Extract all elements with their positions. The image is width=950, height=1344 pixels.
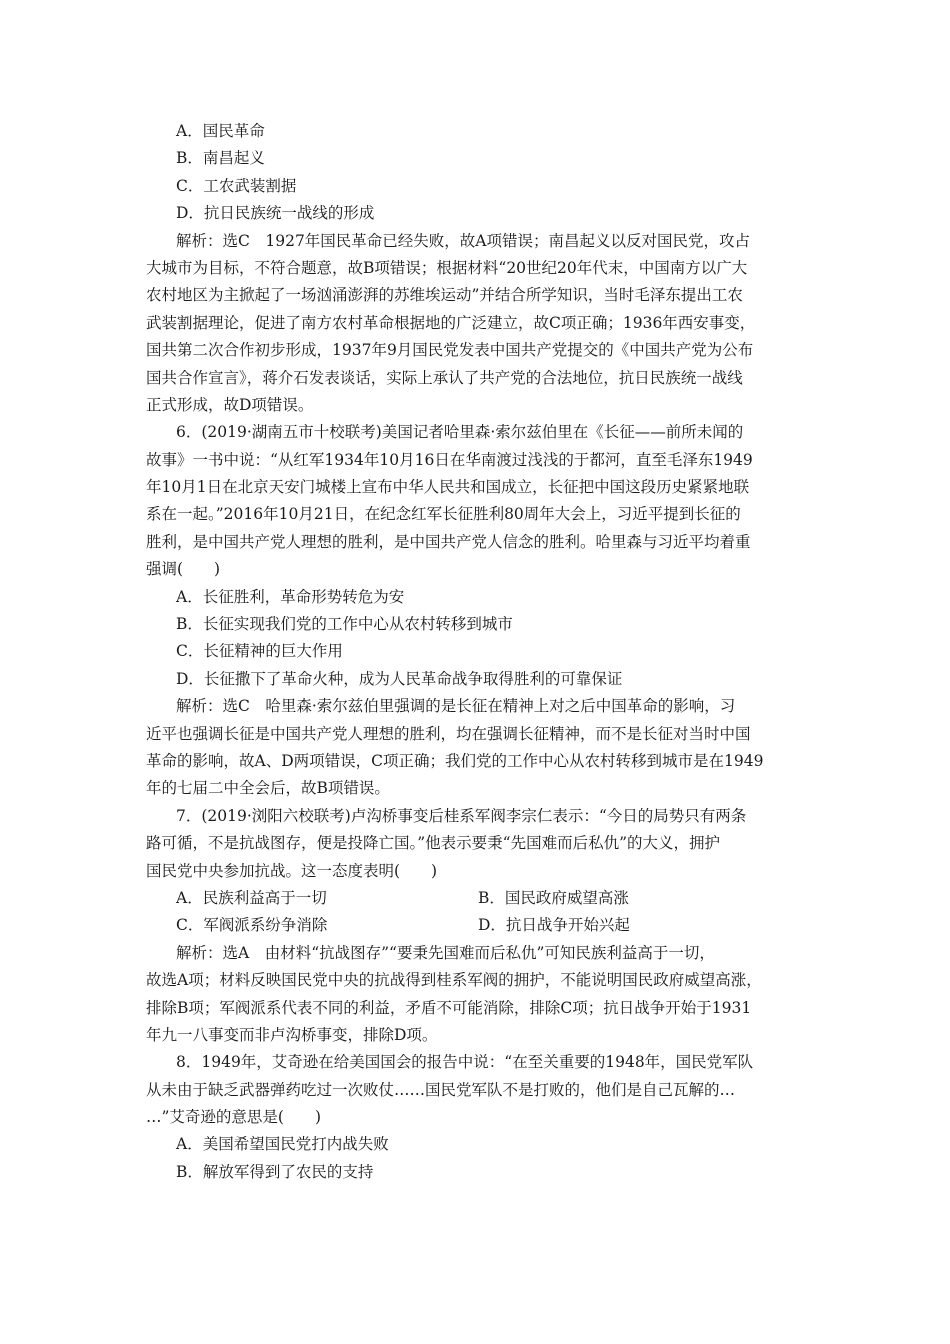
q6-stem-line: 强调( ) bbox=[146, 560, 221, 579]
q6-stem-line: 胜利，是中国共产党人理想的胜利，是中国共产党人信念的胜利。哈里森与习近平均着重 bbox=[146, 532, 751, 551]
q7-option-a: A．民族利益高于一切 bbox=[176, 888, 327, 907]
q6-option-a: A．长征胜利，革命形势转危为安 bbox=[176, 587, 405, 606]
q6-stem-line: 年10月1日在北京天安门城楼上宣布中华人民共和国成立，长征把中国这段历史紧紧地联 bbox=[146, 478, 750, 497]
q6-analysis-line: 解析：选C 哈里森·索尔兹伯里强调的是长征在精神上对之后中国革命的影响，习 bbox=[176, 697, 736, 716]
q5-analysis-line: 国共合作宣言》，蒋介石发表谈话，实际上承认了共产党的合法地位，抗日民族统一战线 bbox=[146, 368, 743, 387]
q6-option-c: C．长征精神的巨大作用 bbox=[176, 642, 343, 661]
q7-analysis-line: 解析：选A 由材料“抗战图存”“要秉先国难而后私仇”可知民族利益高于一切， bbox=[176, 943, 715, 962]
page-content bbox=[146, 118, 810, 1186]
q7-options-row bbox=[146, 885, 810, 912]
q6-option-d: D．长征撒下了革命火种，成为人民革命战争取得胜利的可靠保证 bbox=[176, 669, 623, 688]
q5-option-a: A．国民革命 bbox=[176, 122, 265, 140]
q7-analysis-line: 排除B项；军阀派系代表不同的利益，矛盾不可能消除，排除C项；抗日战争开始于1931 bbox=[146, 998, 752, 1017]
q7-option-b: B．国民政府威望高涨 bbox=[478, 888, 629, 907]
q5-option-c: C．工农武装割据 bbox=[176, 176, 297, 195]
q7-options-row bbox=[146, 912, 810, 939]
q5-analysis-line: 农村地区为主掀起了一场汹涌澎湃的苏维埃运动”并结合所学知识，当时毛泽东提出工农 bbox=[146, 286, 743, 305]
q8-option-b: B．解放军得到了农民的支持 bbox=[176, 1162, 374, 1181]
q7-option-d: D．抗日战争开始兴起 bbox=[478, 916, 630, 935]
q5-analysis-line: 正式形成，故D项错误。 bbox=[146, 395, 314, 414]
q8-option-a: A．美国希望国民党打内战失败 bbox=[176, 1135, 389, 1154]
q7-stem-line: 7．(2019·浏阳六校联考)卢沟桥事变后桂系军阀李宗仁表示：“今日的局势只有两条 bbox=[176, 806, 747, 825]
q5-option-b: B．南昌起义 bbox=[176, 149, 265, 168]
q8-stem-line: …”艾奇逊的意思是( ) bbox=[146, 1108, 322, 1127]
q5-analysis-line: 武装割据理论，促进了南方农村革命根据地的广泛建立，故C项正确；1936年西安事变， bbox=[146, 313, 756, 332]
q6-stem-line: 系在一起。”2016年10月21日，在纪念红军长征胜利80周年大会上，习近平提到长征的 bbox=[146, 505, 741, 524]
q6-stem-line: 故事》一书中说：“从红军1934年10月16日在华南渡过浅浅的于都河，直至毛泽东1949 bbox=[146, 450, 753, 469]
q5-analysis-line: 解析：选C 1927年国民革命已经失败，故A项错误；南昌起义以反对国民党，攻占 bbox=[176, 231, 751, 250]
q7-analysis-line: 年九一八事变而非卢沟桥事变，排除D项。 bbox=[146, 1025, 438, 1044]
q7-option-c: C．军阀派系纷争消除 bbox=[176, 916, 328, 935]
q7-stem-line: 国民党中央参加抗战。这一态度表明( ) bbox=[146, 861, 438, 880]
q6-analysis-line: 革命的影响，故A、D两项错误，C项正确；我们党的工作中心从农村转移到城市是在1949 bbox=[146, 751, 764, 770]
q7-stem-line: 路可循，不是抗战图存，便是投降亡国。”他表示要秉“先国难而后私仇”的大义，拥护 bbox=[146, 834, 721, 853]
q6-option-b: B．长征实现我们党的工作中心从农村转移到城市 bbox=[176, 615, 513, 634]
q8-stem-line: 8．1949年，艾奇逊在给美国国会的报告中说：“在至关重要的1948年，国民党军队 bbox=[176, 1053, 754, 1072]
q5-analysis-line: 国共第二次合作初步形成，1937年9月国民党发表中国共产党提交的《中国共产党为公布 bbox=[146, 341, 754, 360]
q6-analysis-line: 近平也强调长征是中国共产党人理想的胜利，均在强调长征精神，而不是长征对当时中国 bbox=[146, 724, 751, 743]
q5-option-d: D．抗日民族统一战线的形成 bbox=[176, 204, 375, 223]
q7-analysis-line: 故选A项；材料反映国民党中央的抗战得到桂系军阀的拥护，不能说明国民政府威望高涨， bbox=[146, 971, 762, 990]
q6-analysis-line: 年的七届二中全会后，故B项错误。 bbox=[146, 779, 390, 798]
q6-stem-line: 6．(2019·湖南五市十校联考)美国记者哈里森·索尔兹伯里在《长征——前所未闻的 bbox=[176, 423, 744, 442]
q5-analysis-line: 大城市为目标，不符合题意，故B项错误；根据材料“20世纪20年代末，中国南方以广大 bbox=[146, 258, 748, 277]
q8-stem-line: 从未由于缺乏武器弹药吃过一次败仗……国民党军队不是打败的，他们是自己瓦解的… bbox=[146, 1080, 736, 1099]
